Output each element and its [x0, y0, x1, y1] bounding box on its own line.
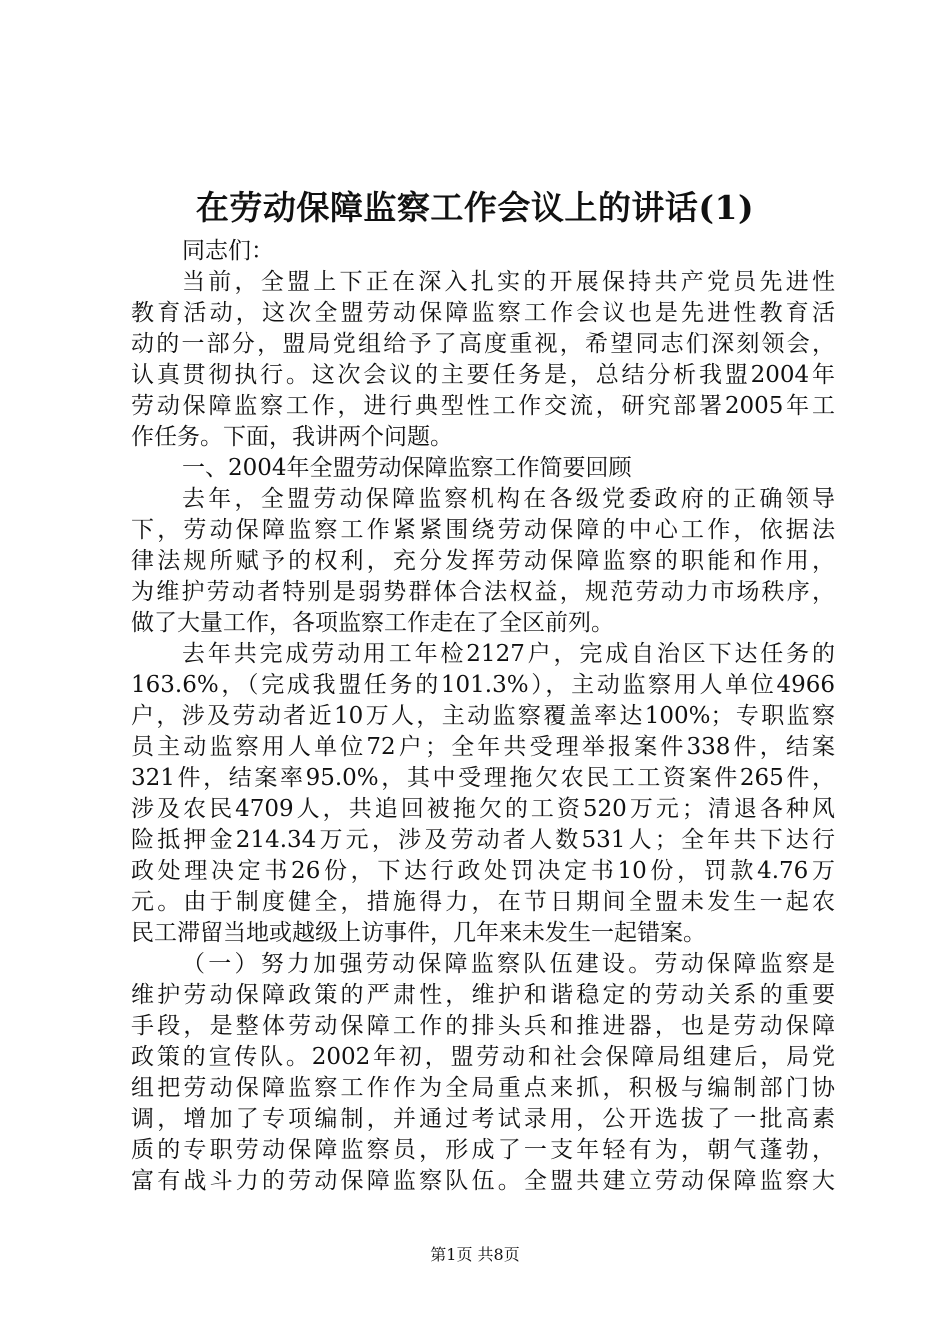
text-line: （一）努力加强劳动保障监察队伍建设。劳动保障监察是	[182, 951, 835, 977]
text-line: 作任务。下面，我讲两个问题。	[131, 424, 453, 450]
text-line: 163.6%，（完成我盟任务的101.3%），主动监察用人单位4966	[131, 672, 835, 698]
text-line: 动的一部分，盟局党组给予了高度重视，希望同志们深刻领会，	[131, 331, 835, 357]
text-line: 政处理决定书26份，下达行政处罚决定书10份，罚款4.76万	[131, 858, 835, 884]
text-line: 民工滞留当地或越级上访事件，几年来未发生一起错案。	[131, 920, 706, 946]
document-title: 在劳动保障监察工作会议上的讲话(1)	[195, 188, 755, 227]
text-line: 认真贯彻执行。这次会议的主要任务是，总结分析我盟2004年	[131, 362, 835, 388]
text-line: 富有战斗力的劳动保障监察队伍。全盟共建立劳动保障监察大	[131, 1168, 835, 1194]
text-line: 调，增加了专项编制，并通过考试录用，公开选拔了一批高素	[131, 1106, 835, 1132]
text-line: 劳动保障监察工作，进行典型性工作交流，研究部署2005年工	[131, 393, 835, 419]
text-line: 涉及农民4709人，共追回被拖欠的工资520万元；清退各种风	[131, 796, 835, 822]
text-line: 去年共完成劳动用工年检2127户，完成自治区下达任务的	[182, 641, 835, 667]
text-line: 为维护劳动者特别是弱势群体合法权益，规范劳动力市场秩序，	[131, 579, 835, 605]
text-line: 质的专职劳动保障监察员，形成了一支年轻有为，朝气蓬勃，	[131, 1137, 835, 1163]
text-line: 做了大量工作，各项监察工作走在了全区前列。	[131, 610, 614, 636]
text-line: 员主动监察用人单位72户；全年共受理举报案件338件，结案	[131, 734, 835, 760]
document-body	[131, 236, 835, 1197]
text-line: 险抵押金214.34万元，涉及劳动者人数531人；全年共下达行	[131, 827, 835, 853]
text-line: 元。由于制度健全，措施得力，在节日期间全盟未发生一起农	[131, 889, 835, 915]
text-line: 手段，是整体劳动保障工作的排头兵和推进器，也是劳动保障	[131, 1013, 835, 1039]
text-line: 321件，结案率95.0%，其中受理拖欠农民工工资案件265件，	[131, 765, 835, 791]
text-line: 政策的宣传队。2002年初，盟劳动和社会保障局组建后，局党	[131, 1044, 835, 1070]
page-footer: 第1页 共8页	[430, 1245, 520, 1264]
text-line: 律法规所赋予的权利，充分发挥劳动保障监察的职能和作用，	[131, 548, 835, 574]
text-line: 教育活动，这次全盟劳动保障监察工作会议也是先进性教育活	[131, 300, 835, 326]
text-line: 当前，全盟上下正在深入扎实的开展保持共产党员先进性	[182, 269, 835, 295]
text-line: 下，劳动保障监察工作紧紧围绕劳动保障的中心工作，依据法	[131, 517, 835, 543]
text-line: 去年，全盟劳动保障监察机构在各级党委政府的正确领导	[182, 486, 835, 512]
text-line: 一、2004年全盟劳动保障监察工作简要回顾	[182, 455, 632, 481]
text-line: 维护劳动保障政策的严肃性，维护和谐稳定的劳动关系的重要	[131, 982, 835, 1008]
text-line: 组把劳动保障监察工作作为全局重点来抓，积极与编制部门协	[131, 1075, 835, 1101]
text-line: 户，涉及劳动者近10万人，主动监察覆盖率达100%；专职监察	[131, 703, 835, 729]
text-line: 同志们：	[182, 238, 274, 264]
